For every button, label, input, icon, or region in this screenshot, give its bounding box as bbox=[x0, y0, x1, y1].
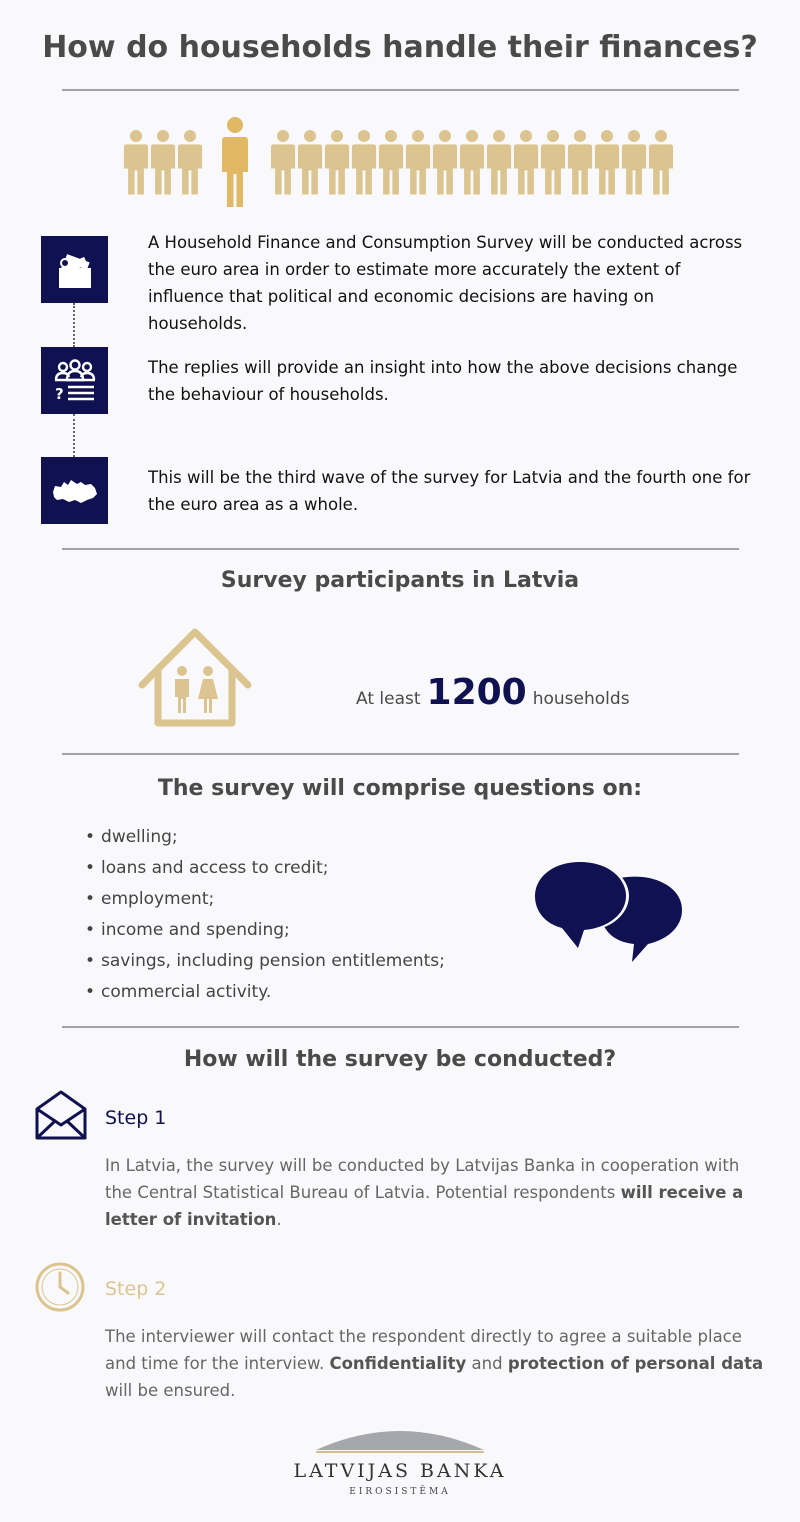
divider bbox=[62, 548, 739, 550]
bank-logo-icon bbox=[314, 1426, 486, 1454]
step-2-text: The interviewer will contact the respondent directly to agree a suitable place and time for the interview. Confidentiality and protection of personal data will be ensured. bbox=[105, 1327, 764, 1400]
bank-subtitle: EIROSISTĒMA bbox=[349, 1487, 451, 1497]
svg-text:?: ? bbox=[54, 384, 64, 403]
conduct-title: How will the survey be conducted? bbox=[183, 1047, 617, 1072]
list-item: • dwelling; bbox=[85, 824, 445, 855]
envelope-icon bbox=[34, 1089, 88, 1141]
questions-list bbox=[85, 824, 445, 1010]
connector-line bbox=[73, 303, 75, 347]
step-1-text: In Latvia, the survey will be conducted by Latvijas Banka in cooperation with the Central Statistical Bureau of Latvia. Potential respondents will receive a letter of invitation. bbox=[105, 1156, 744, 1229]
speech-bubbles-icon bbox=[532, 858, 688, 966]
survey-group-icon bbox=[41, 347, 108, 414]
house-family-icon bbox=[136, 627, 254, 729]
people-row-icon bbox=[120, 115, 680, 210]
participants-title: Survey participants in Latvia bbox=[220, 568, 580, 593]
questions-title: The survey will comprise questions on: bbox=[157, 776, 643, 801]
list-item: • employment; bbox=[85, 886, 445, 917]
divider bbox=[62, 1026, 739, 1028]
divider bbox=[62, 89, 739, 91]
latvia-map-icon bbox=[41, 457, 108, 524]
intro-text-3: This will be the third wave of the survey for Latvia and the fourth one for the euro area as a whole. bbox=[148, 468, 751, 514]
clock-icon bbox=[34, 1261, 86, 1313]
page-title: How do households handle their finances? bbox=[42, 30, 758, 65]
list-item: • savings, including pension entitlements; bbox=[85, 948, 445, 979]
participants-number: 1200 bbox=[426, 672, 527, 713]
connector-line bbox=[73, 414, 75, 457]
list-item: • loans and access to credit; bbox=[85, 855, 445, 886]
participants-suffix: households bbox=[532, 689, 630, 709]
intro-text-1: A Household Finance and Consumption Survey will be conducted across the euro area in order to estimate more accurately the extent of influence that political and economic decisions are having on households. bbox=[148, 233, 743, 333]
step-1-label: Step 1 bbox=[105, 1107, 167, 1129]
step-2-label: Step 2 bbox=[105, 1278, 167, 1300]
participants-count bbox=[356, 672, 630, 722]
wallet-money-icon bbox=[41, 236, 108, 303]
list-item: • commercial activity. bbox=[85, 979, 445, 1010]
intro-text-2: The replies will provide an insight into how the above decisions change the behaviour of households. bbox=[148, 358, 738, 404]
bank-name: LATVIJAS BANKA bbox=[293, 1460, 507, 1482]
participants-prefix: At least bbox=[356, 689, 421, 709]
divider bbox=[62, 753, 739, 755]
list-item: • income and spending; bbox=[85, 917, 445, 948]
